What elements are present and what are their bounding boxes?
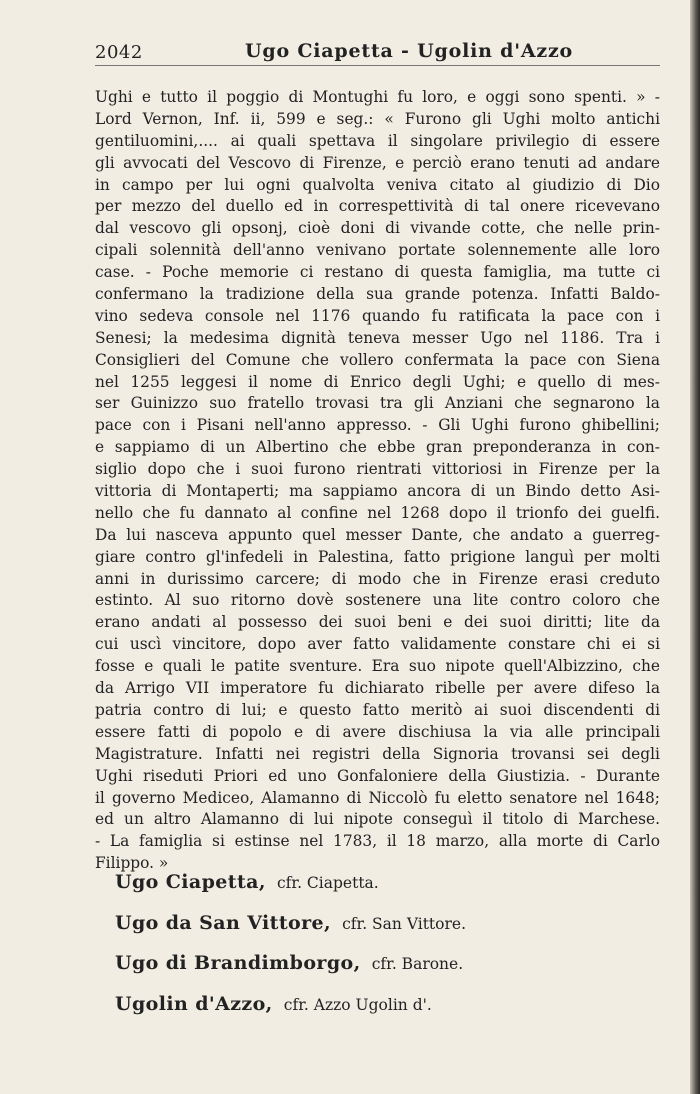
book-spine-shadow [690, 0, 700, 1094]
body-line: nello che fu dannato al confine nel 1268 dopo il trionfo dei guelfi. [95, 503, 660, 522]
body-line: cui uscì vincitore, dopo aver fatto validamente constare chi ei si [95, 635, 660, 654]
body-line: Senesi; la medesima dignità teneva messer Ugo nel 1186. Tra i [95, 328, 660, 347]
body-line: e sappiamo di un Albertino che ebbe gran preponderanza in con- [95, 438, 660, 457]
body-line: Magistrature. Infatti nei registri della Signoria trovansi sei degli [95, 744, 660, 763]
body-line: Filippo. » [95, 854, 169, 873]
body-line: estinto. Al suo ritorno dovè sostenere una lite contro coloro che [95, 591, 660, 610]
body-line: il governo Mediceo, Alamanno di Niccolò fu eletto senatore nel 1648; [95, 788, 660, 807]
entry-heading: Ugolin d'Azzo, [115, 992, 273, 1015]
header-rule [95, 65, 660, 66]
body-line: vittoria di Montaperti; ma sappiamo ancora di un Bindo detto Asi- [95, 482, 660, 501]
body-line: case. - Poche memorie ci restano di questa famiglia, ma tutte ci [95, 263, 660, 282]
body-line: - La famiglia si estinse nel 1783, il 18 marzo, alla morte di Carlo [95, 832, 660, 851]
entry-heading: Ugo da San Vittore, [115, 911, 331, 934]
body-line: nel 1255 leggesi il nome di Enrico degli Ughi; e quello di mes- [95, 372, 660, 391]
body-line: fosse e quali le patite sventure. Era suo nipote quell'Albizzino, che [95, 657, 660, 676]
entry-heading: Ugo di Brandimborgo, [115, 952, 361, 974]
body-line: ser Guinizzo suo fratello trovasi tra gli Anziani che segnarono la [95, 394, 660, 413]
body-line: patria contro di lui; e questo fatto meritò ai suoi discendenti di [95, 700, 660, 719]
body-line: Ughi e tutto il poggio di Montughi fu loro, e oggi sono spenti. » - [95, 88, 660, 106]
body-line: Da lui nasceva appunto quel messer Dante, che andato a guerreg- [95, 525, 660, 544]
body-line: confermano la tradizione della sua grande potenza. Infatti Baldo- [95, 285, 660, 304]
page-header [95, 38, 660, 68]
entry-heading: Ugo Ciapetta, [115, 871, 266, 893]
body-line: ed un altro Alamanno di lui nipote conseguì il titolo di Marchese. [95, 810, 660, 829]
body-line: in campo per lui ogni qualvolta veniva citato al giudizio di Dio [95, 175, 660, 194]
entry-cross-reference: cfr. Ciapetta. [276, 874, 379, 892]
entry-ugo-di-brandimborgo [115, 943, 660, 984]
body-line: Ughi riseduti Priori ed uno Gonfaloniere della Giustizia. - Durante [95, 766, 660, 785]
body-line: gli avvocati del Vescovo di Firenze, e perciò erano tenuti ad andare [95, 153, 660, 172]
entry-ugolin-d-azzo [115, 984, 660, 1025]
body-line: Consiglieri del Comune che vollero confermata la pace con Siena [95, 350, 660, 369]
body-text [95, 87, 660, 875]
body-line: gentiluomini,.... ai quali spettava il singolare privilegio di essere [95, 131, 660, 150]
entry-cross-reference: cfr. Azzo Ugolin d'. [283, 995, 432, 1014]
body-line: Lord Vernon, Inf. ii, 599 e seg.: « Furono gli Ughi molto antichi [95, 109, 660, 128]
body-line: giare contro gl'infedeli in Palestina, fatto prigione languì per molti [95, 547, 660, 566]
body-line: da Arrigo VII imperatore fu dichiarato ribelle per avere difeso la [95, 679, 660, 698]
entry-ugo-ciapetta [115, 862, 660, 903]
body-line: cipali solennità dell'anno venivano portate solennemente alle loro [95, 241, 660, 260]
body-line: erano andati al possesso dei suoi beni e dei suoi diritti; lite da [95, 613, 660, 632]
body-line: pace con i Pisani nell'anno appresso. - Gli Ughi furono ghibellini; [95, 416, 660, 435]
body-line: essere fatti di popolo e di avere dischiusa la via alle principali [95, 722, 660, 741]
page-number: 2042 [95, 42, 143, 63]
entry-list [115, 862, 660, 1024]
body-line: dal vescovo gli opsonj, cioè doni di vivande cotte, che nelle prin- [95, 219, 660, 238]
body-line: anni in durissimo carcere; di modo che in Firenze erasi creduto [95, 569, 660, 588]
body-line: siglio dopo che i suoi furono rientrati vittoriosi in Firenze per la [95, 460, 660, 479]
entry-ugo-da-san-vittore [115, 903, 660, 944]
body-line: per mezzo del duello ed in correspettività di tal onere ricevevano [95, 197, 660, 216]
body-line: vino sedeva console nel 1176 quando fu ratificata la pace con i [95, 306, 660, 325]
entry-cross-reference: cfr. Barone. [371, 955, 464, 973]
running-title: Ugo Ciapetta - Ugolin d'Azzo [245, 40, 574, 62]
entry-cross-reference: cfr. San Vittore. [342, 914, 467, 933]
